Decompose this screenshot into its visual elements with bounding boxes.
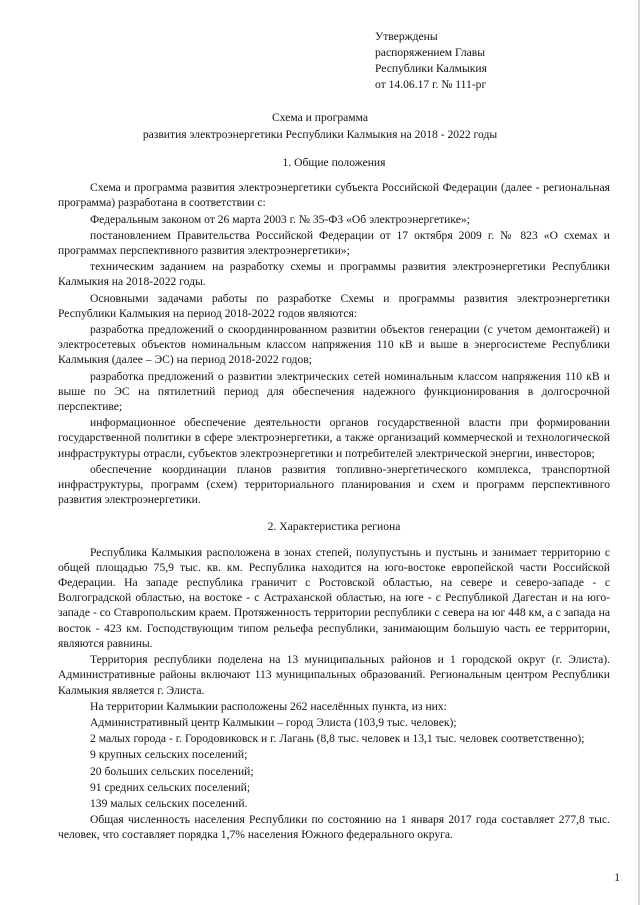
document-body [58, 155, 610, 844]
list-item: 139 малых сельских поселений. [90, 796, 248, 810]
paragraph: разработка предложений о развитии электрических сетей номинальным классом напряжения 110 кВ и выше по ЭС на пятилетний период для обеспечения надежного функционирования в долгосрочной перспективе; [58, 369, 610, 414]
approval-block [375, 29, 487, 93]
list-item: 20 больших сельских поселений; [90, 764, 254, 778]
approval-line: Республики Калмыкия [375, 62, 487, 75]
paragraph: техническим заданием на разработку схемы и программы развития электроэнергетики Республики Калмыкия на 2018-2022 годы. [58, 260, 610, 289]
document-subtitle: развития электроэнергетики Республики Калмыкия на 2018 - 2022 годы [142, 128, 498, 141]
paragraph: Территория республики поделена на 13 муниципальных районов и 1 городской округ (г. Элиста). Административные районы включают 113 муниципальных образований. Региональным центром Республики Калмыкия является г. Элиста. [58, 653, 610, 697]
section-heading: 1. Общие положения [282, 156, 386, 169]
paragraph: На территории Калмыкии расположены 262 населённых пункта, из них: [90, 699, 447, 713]
document-title: Схема и программа [271, 111, 369, 124]
paragraph: Федеральным законом от 26 марта 2003 г. № 35-ФЗ «Об электроэнергетике»; [90, 212, 470, 226]
paragraph: 2 малых города - г. Городовиковск и г. Лагань (8,8 тыс. человек и 13,1 тыс. человек соответственно); [90, 732, 585, 746]
page-number: 1 [614, 870, 620, 884]
section-heading: 2. Характеристика региона [267, 520, 401, 534]
paragraph: обеспечение координации планов развития топливно-энергетического комплекса, транспортной инфраструктуры, программ (схем) территориального планирования и схем и программ перспективного развития электроэнергетики. [58, 462, 610, 507]
paragraph: разработка предложений о скоординированном развитии объектов генерации (с учетом демонтажей) и электросетевых объектов номинальным классом напряжения 110 кВ и выше в энергосистеме Республики Калмыкия (далее – ЭС) на период 2018-2022 годов; [58, 323, 610, 367]
approval-line: распоряжением Главы [375, 46, 486, 59]
paragraph: информационное обеспечение деятельности органов государственной власти при формировании государственной политики в сфере электроэнергетики, а также организаций коммерческой и технологической инфраструктуры отрасли, субъектов электроэнергетики и потребителей электрической энергии, инвесторов; [58, 416, 610, 460]
approval-line: от 14.06.17 г. № 111-рг [375, 78, 487, 91]
list-item: 9 крупных сельских поселений; [90, 748, 248, 762]
paragraph: Республика Калмыкия расположена в зонах степей, полупустынь и пустынь и занимает территорию с общей площадью 75,9 тыс. кв. км. Республика находится на юго-востоке европейской части Российской Федерации. На западе республика граничит с Ростовской областью, на севере и северо-западе - с Волгоградской областью, на востоке - с Астраханской областью, на юге - с Республикой Дагестан и на юго-западе - со Ставропольским краем. Протяженность территории республики с севера на юг 448 км, а с запада на восток - 423 км. Господствующим типом рельефа республики, занимающим большую часть ее территории, являются равнины. [58, 545, 610, 650]
paragraph: Основными задачами работы по разработке Схемы и программы развития электроэнергетики Республики Калмыкия на период 2018-2022 годов являются: [58, 291, 610, 320]
paragraph: постановлением Правительства Российской Федерации от 17 октября 2009 г. № 823 «О схемах и программах перспективного развития электроэнергетики»; [58, 228, 610, 258]
list-item: 91 средних сельских поселений; [90, 780, 251, 794]
paragraph: Схема и программа развития электроэнергетики субъекта Российской Федерации (далее - региональная программа) разработана в соответствии с: [58, 181, 610, 210]
paragraph: Административный центр Калмыкии – город Элиста (103,9 тыс. человек); [90, 715, 457, 729]
approval-line: Утверждены [375, 30, 438, 43]
paragraph: Общая численность населения Республики по состоянию на 1 января 2017 года составляет 277,8 тыс. человек, что составляет порядка 1,7% населения Южного федерального округа. [58, 813, 610, 842]
